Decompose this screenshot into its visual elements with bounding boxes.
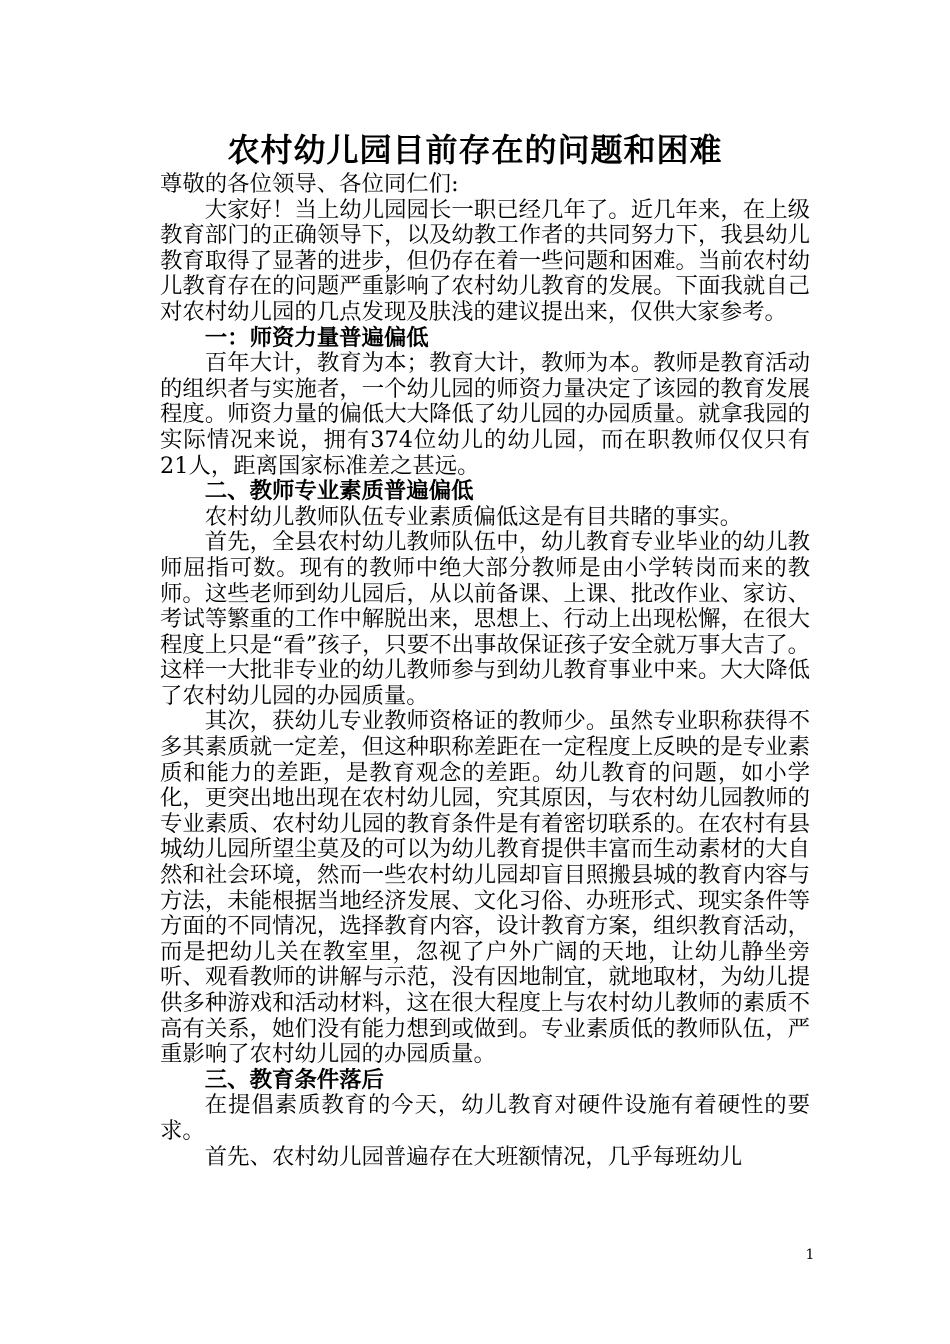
page-title: 农村幼儿园目前存在的问题和困难 (227, 131, 723, 169)
salutation: 尊敬的各位领导、各位同仁们: (160, 171, 459, 197)
paragraph-first-point: 首先，全县农村幼儿教师队伍中，幼儿教育专业毕业的幼儿教师屈指可数。现有的教师中绝大部分教师是由小学转岗而来的教师。这些老师到幼儿园后，从以前备课、上课、批改作业、家访、考试等繁重的工作中解脱出来，思想上、行动上出现松懈，在很大程度上只是“看”孩子，只要不出事故保证孩子安全就万事大吉了。这样一大批非专业的幼儿教师参与到幼儿教育事业中来。大大降低了农村幼儿园的办园质量。 (160, 529, 810, 709)
section-heading-2: 二、教师专业素质普遍偏低 (204, 478, 474, 505)
document-body (160, 172, 810, 1170)
paragraph-quality-intro: 农村幼儿教师队伍专业素质偏低这是有目共睹的事实。 (204, 503, 743, 530)
paragraph-teacher-resources: 百年大计，教育为本；教育大计，教师为本。教师是教育活动的组织者与实施者，一个幼儿园的师资力量决定了该园的教育发展程度。师资力量的偏低大大降低了幼儿园的办园质量。就拿我园的实际情况来说，拥有374位幼儿的幼儿园，而在职教师仅仅只有21人，距离国家标准差之甚远。 (160, 350, 810, 479)
section-heading-3: 三、教育条件落后 (204, 1066, 384, 1093)
section-heading-1: 一：师资力量普遍偏低 (204, 324, 429, 351)
paragraph-second-point: 其次，获幼儿专业教师资格证的教师少。虽然专业职称获得不多其素质就一定差，但这种职称差距在一定程度上反映的是专业素质和能力的差距，是教育观念的差距。幼儿教育的问题，如小学化，更突出地出现在农村幼儿园，究其原因，与农村幼儿园教师的专业素质、农村幼儿园的教育条件是有着密切联系的。在农村有县城幼儿园所望尘莫及的可以为幼儿教育提供丰富而生动素材的大自然和社会环境，然而一些农村幼儿园却盲目照搬县城的教育内容与方法，未能根据当地经济发展、文化习俗、办班形式、现实条件等方面的不同情况，选择教育内容，设计教育方案，组织教育活动，而是把幼儿关在教室里，忽视了户外广阔的天地，让幼儿静坐旁听、观看教师的讲解与示范，没有因地制宜，就地取材，为幼儿提供多种游戏和活动材料，这在很大程度上与农村幼儿教师的素质不高有关系，她们没有能力想到或做到。专业素质低的教师队伍，严重影响了农村幼儿园的办园质量。 (160, 708, 810, 1068)
paragraph-greeting: 大家好！当上幼儿园园长一职已经几年了。近几年来，在上级教育部门的正确领导下，以及幼教工作者的共同努力下，我县幼儿教育取得了显著的进步，但仍存在着一些问题和困难。当前农村幼儿教育存在的问题严重影响了农村幼儿教育的发展。下面我就自己对农村幼儿园的几点发现及肤浅的建议提出来，仅供大家参考。 (160, 196, 810, 325)
page-number: 1 (805, 1247, 815, 1263)
paragraph-conditions-intro: 在提倡素质教育的今天，幼儿教育对硬件设施有着硬性的要求。 (160, 1092, 810, 1144)
paragraph-class-size: 首先、农村幼儿园普遍存在大班额情况，几乎每班幼儿 (204, 1143, 743, 1170)
